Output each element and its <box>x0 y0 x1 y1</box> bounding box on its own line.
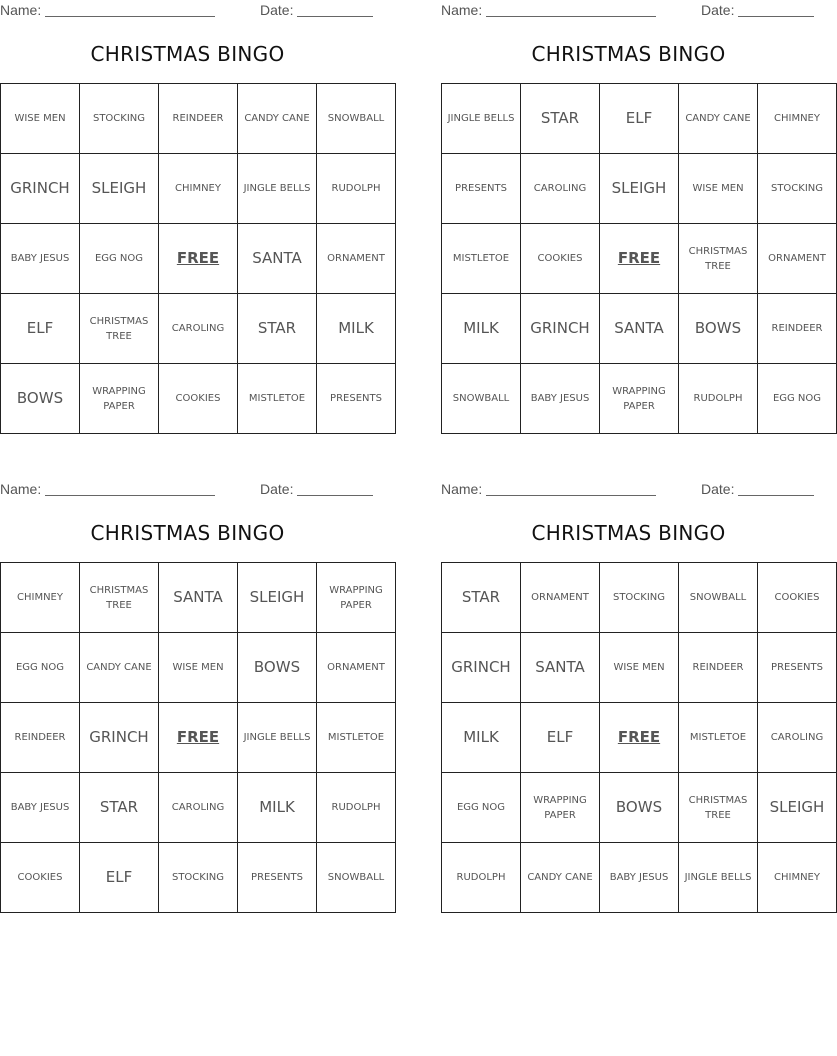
bingo-cell[interactable]: STAR <box>238 294 317 364</box>
bingo-cell[interactable]: RUDOLPH <box>679 364 758 434</box>
bingo-cell[interactable]: GRINCH <box>442 633 521 703</box>
grid-row <box>1 154 396 224</box>
bingo-cell[interactable]: PRESENTS <box>442 154 521 224</box>
date-field[interactable]: Date: <box>260 2 373 18</box>
name-line[interactable] <box>45 2 215 17</box>
bingo-grid <box>441 562 837 913</box>
date-line[interactable] <box>297 2 373 17</box>
bingo-cell[interactable]: EGG NOG <box>758 364 837 434</box>
bingo-cell[interactable]: CANDY CANE <box>521 843 600 913</box>
bingo-cell[interactable]: CAROLING <box>159 294 238 364</box>
bingo-cell[interactable]: GRINCH <box>521 294 600 364</box>
free-cell[interactable]: FREE <box>159 703 238 773</box>
bingo-cell[interactable]: BABY JESUS <box>1 224 80 294</box>
bingo-cell[interactable]: MISTLETOE <box>238 364 317 434</box>
bingo-cell[interactable]: SLEIGH <box>80 154 159 224</box>
bingo-cell[interactable]: CANDY CANE <box>80 633 159 703</box>
bingo-card-1 <box>0 0 385 412</box>
bingo-cell[interactable]: RUDOLPH <box>317 773 396 843</box>
bingo-cell[interactable]: COOKIES <box>1 843 80 913</box>
bingo-cell[interactable]: ELF <box>600 84 679 154</box>
grid-row <box>1 84 396 154</box>
date-field[interactable]: Date: <box>260 481 373 497</box>
bingo-cell[interactable]: CANDY CANE <box>679 84 758 154</box>
grid-row <box>442 224 837 294</box>
free-cell[interactable]: FREE <box>600 703 679 773</box>
bingo-cell[interactable]: RUDOLPH <box>317 154 396 224</box>
bingo-cell[interactable]: STAR <box>442 563 521 633</box>
bingo-cell[interactable]: WISE MEN <box>1 84 80 154</box>
date-field[interactable]: Date: <box>701 481 814 497</box>
bingo-cell[interactable]: BABY JESUS <box>521 364 600 434</box>
bingo-cell[interactable]: JINGLE BELLS <box>238 154 317 224</box>
bingo-grid <box>0 83 396 434</box>
grid-row <box>442 563 837 633</box>
bingo-cell[interactable]: EGG NOG <box>1 633 80 703</box>
bingo-cell[interactable]: WRAPPING PAPER <box>521 773 600 843</box>
bingo-cell[interactable]: RUDOLPH <box>442 843 521 913</box>
bingo-cell[interactable]: WISE MEN <box>600 633 679 703</box>
name-line[interactable] <box>45 481 215 496</box>
bingo-cell[interactable]: SANTA <box>159 563 238 633</box>
grid-row <box>1 364 396 434</box>
date-line[interactable] <box>738 481 814 496</box>
bingo-card-4 <box>441 479 825 883</box>
bingo-cell[interactable]: PRESENTS <box>317 364 396 434</box>
date-line[interactable] <box>297 481 373 496</box>
free-cell[interactable]: FREE <box>600 224 679 294</box>
bingo-cell[interactable]: MILK <box>238 773 317 843</box>
bingo-cell[interactable]: ORNAMENT <box>317 633 396 703</box>
name-field[interactable]: Name: <box>441 2 656 18</box>
bingo-cell[interactable]: SNOWBALL <box>317 84 396 154</box>
bingo-cell[interactable]: BABY JESUS <box>600 843 679 913</box>
bingo-cell[interactable]: MISTLETOE <box>679 703 758 773</box>
bingo-cell[interactable]: ORNAMENT <box>317 224 396 294</box>
bingo-cell[interactable]: EGG NOG <box>442 773 521 843</box>
bingo-card-3 <box>0 479 385 886</box>
bingo-cell[interactable]: REINDEER <box>758 294 837 364</box>
bingo-cell[interactable]: REINDEER <box>159 84 238 154</box>
bingo-cell[interactable]: SNOWBALL <box>679 563 758 633</box>
name-field[interactable]: Name: <box>0 2 215 18</box>
bingo-cell[interactable]: CHIMNEY <box>1 563 80 633</box>
bingo-cell[interactable]: MISTLETOE <box>442 224 521 294</box>
bingo-cell[interactable]: STAR <box>521 84 600 154</box>
bingo-cell[interactable]: WRAPPING PAPER <box>317 563 396 633</box>
grid-row <box>442 84 837 154</box>
grid-row <box>442 154 837 224</box>
bingo-cell[interactable]: REINDEER <box>1 703 80 773</box>
bingo-cell[interactable]: ELF <box>80 843 159 913</box>
bingo-cell[interactable]: WRAPPING PAPER <box>80 364 159 434</box>
bingo-cell[interactable]: JINGLE BELLS <box>238 703 317 773</box>
date-line[interactable] <box>738 2 814 17</box>
bingo-cell[interactable]: SLEIGH <box>758 773 837 843</box>
bingo-cell[interactable]: CHRISTMAS TREE <box>80 563 159 633</box>
card-header <box>0 479 375 501</box>
bingo-cell[interactable]: CHIMNEY <box>758 84 837 154</box>
grid-row <box>1 843 396 913</box>
bingo-cell[interactable]: PRESENTS <box>758 633 837 703</box>
free-cell[interactable]: FREE <box>159 224 238 294</box>
bingo-cell[interactable]: STOCKING <box>159 843 238 913</box>
bingo-cell[interactable]: CHRISTMAS TREE <box>80 294 159 364</box>
card-header <box>441 0 816 22</box>
bingo-cell[interactable]: ORNAMENT <box>758 224 837 294</box>
bingo-cell[interactable]: STOCKING <box>80 84 159 154</box>
bingo-cell[interactable]: CAROLING <box>159 773 238 843</box>
bingo-grid <box>441 83 837 434</box>
bingo-cell[interactable]: CHRISTMAS TREE <box>679 773 758 843</box>
bingo-cell[interactable]: MILK <box>442 294 521 364</box>
bingo-cell[interactable]: BOWS <box>1 364 80 434</box>
bingo-cell[interactable]: MILK <box>317 294 396 364</box>
card-header <box>441 479 816 501</box>
bingo-cell[interactable]: SLEIGH <box>238 563 317 633</box>
bingo-cell[interactable]: SLEIGH <box>600 154 679 224</box>
bingo-cell[interactable]: MILK <box>442 703 521 773</box>
grid-row <box>442 364 837 434</box>
card-title: CHRISTMAS BINGO <box>531 521 726 545</box>
bingo-cell[interactable]: GRINCH <box>80 703 159 773</box>
bingo-cell[interactable]: ELF <box>1 294 80 364</box>
bingo-cell[interactable]: SNOWBALL <box>442 364 521 434</box>
name-line[interactable] <box>486 2 656 17</box>
card-title: CHRISTMAS BINGO <box>90 521 285 545</box>
bingo-cell[interactable]: WISE MEN <box>679 154 758 224</box>
bingo-cell[interactable]: STOCKING <box>758 154 837 224</box>
bingo-cell[interactable]: COOKIES <box>159 364 238 434</box>
name-line[interactable] <box>486 481 656 496</box>
date-field[interactable]: Date: <box>701 2 814 18</box>
bingo-cell[interactable]: WISE MEN <box>159 633 238 703</box>
bingo-cell[interactable]: COOKIES <box>758 563 837 633</box>
bingo-cell[interactable]: REINDEER <box>679 633 758 703</box>
bingo-cell[interactable]: COOKIES <box>521 224 600 294</box>
bingo-cell[interactable]: MISTLETOE <box>317 703 396 773</box>
grid-row <box>442 294 837 364</box>
bingo-cell[interactable]: JINGLE BELLS <box>679 843 758 913</box>
bingo-cell[interactable]: CAROLING <box>758 703 837 773</box>
card-title: CHRISTMAS BINGO <box>531 42 726 66</box>
card-header <box>0 0 375 22</box>
bingo-card-2 <box>441 0 826 412</box>
bingo-cell[interactable]: GRINCH <box>1 154 80 224</box>
grid-row <box>442 703 837 773</box>
bingo-cell[interactable]: PRESENTS <box>238 843 317 913</box>
bingo-cell[interactable]: SANTA <box>521 633 600 703</box>
grid-row <box>1 773 396 843</box>
bingo-cell[interactable]: CANDY CANE <box>238 84 317 154</box>
grid-row <box>1 224 396 294</box>
bingo-cell[interactable]: ORNAMENT <box>521 563 600 633</box>
name-field[interactable]: Name: <box>0 481 215 497</box>
bingo-cell[interactable]: STOCKING <box>600 563 679 633</box>
grid-row <box>442 843 837 913</box>
grid-row <box>1 703 396 773</box>
bingo-cell[interactable]: CHIMNEY <box>159 154 238 224</box>
grid-row <box>442 633 837 703</box>
bingo-cell[interactable]: WRAPPING PAPER <box>600 364 679 434</box>
bingo-cell[interactable]: BOWS <box>600 773 679 843</box>
grid-row <box>442 773 837 843</box>
grid-row <box>1 633 396 703</box>
grid-row <box>1 563 396 633</box>
bingo-cell[interactable]: STAR <box>80 773 159 843</box>
bingo-cell[interactable]: SNOWBALL <box>317 843 396 913</box>
bingo-cell[interactable]: BOWS <box>238 633 317 703</box>
bingo-cell[interactable]: JINGLE BELLS <box>442 84 521 154</box>
bingo-cell[interactable]: BABY JESUS <box>1 773 80 843</box>
bingo-cell[interactable]: CHRISTMAS TREE <box>679 224 758 294</box>
bingo-grid <box>0 562 396 913</box>
bingo-cell[interactable]: SANTA <box>238 224 317 294</box>
card-title: CHRISTMAS BINGO <box>90 42 285 66</box>
bingo-cell[interactable]: EGG NOG <box>80 224 159 294</box>
grid-row <box>1 294 396 364</box>
bingo-cell[interactable]: ELF <box>521 703 600 773</box>
bingo-cell[interactable]: BOWS <box>679 294 758 364</box>
name-field[interactable]: Name: <box>441 481 656 497</box>
bingo-cell[interactable]: CHIMNEY <box>758 843 837 913</box>
bingo-cell[interactable]: CAROLING <box>521 154 600 224</box>
bingo-cell[interactable]: SANTA <box>600 294 679 364</box>
